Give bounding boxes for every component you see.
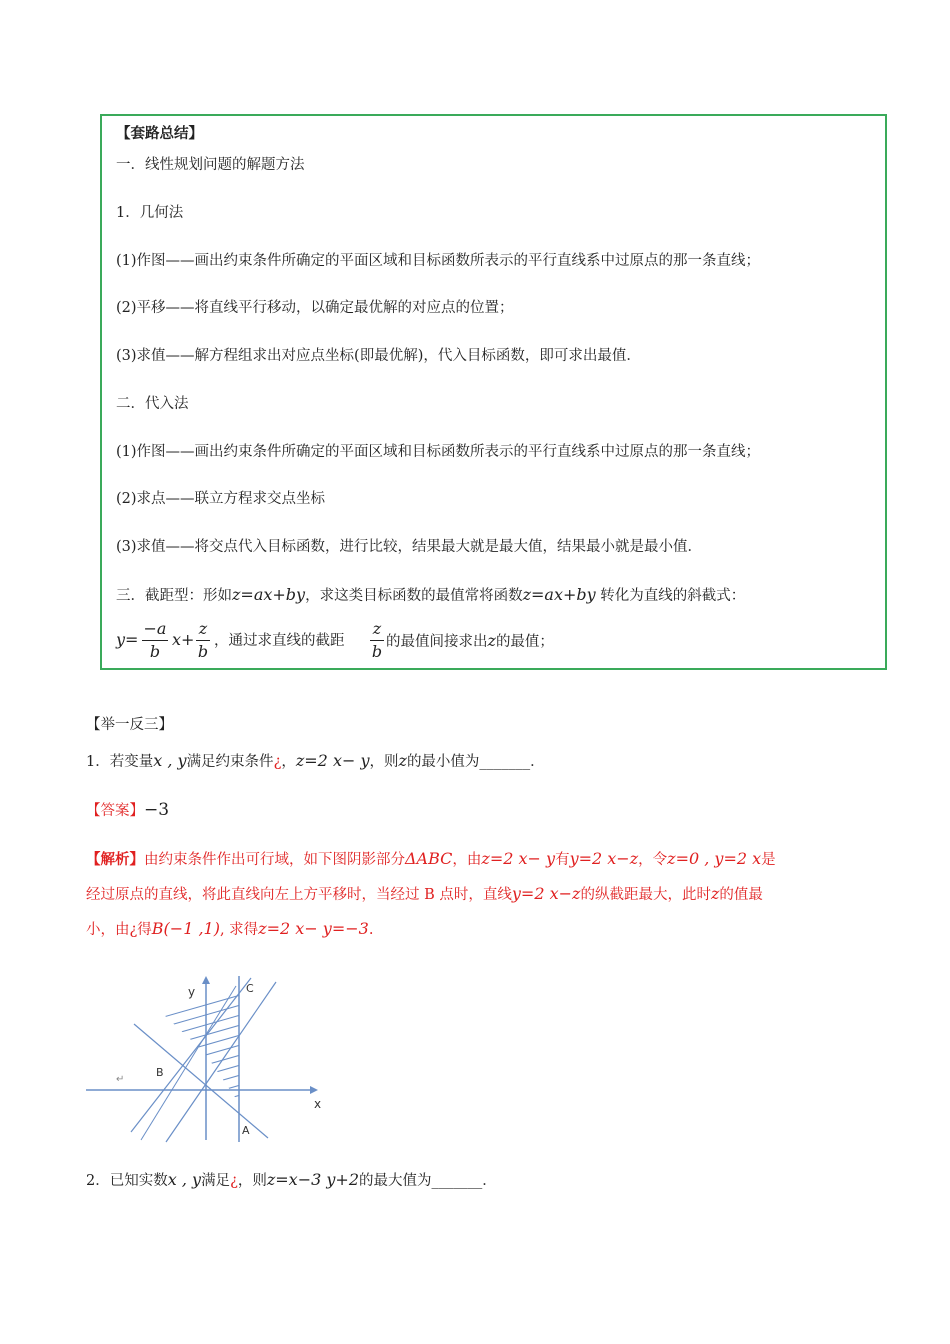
analysis-l3m2: B(−1 ,1) [151,919,220,938]
point-b-label: B [156,1066,164,1079]
analysis-l2a: 经过原点的直线，将此直线向左上方平移时，当经过 B 点时，直线 [86,887,512,903]
x-axis-arrow-icon [310,1086,318,1094]
line-parallel [141,986,236,1140]
examples-heading: 【举一反三】 [86,717,173,733]
section-3-math-2: z=ax+by [522,585,596,604]
analysis-l1m3: y=2 x−z [569,849,639,868]
formula-text-3: 的最值； [495,634,554,650]
section-1-step-1: (1)作图——画出约束条件所确定的平面区域和目标函数所表示的平行直线系中过原点的那一条直线； [116,253,761,269]
analysis-l3b: 得 [137,922,152,938]
fraction-3-denominator: b [371,642,383,661]
answer-label: 【答案】 [86,803,144,819]
section-2-heading: 二．代入法 [116,396,189,412]
q1-comma: ， [281,754,296,770]
analysis-line-2 [86,883,763,906]
formula-y: y= [116,630,139,649]
q1-placeholder: ¿ [273,754,282,770]
analysis-l2c: 的值最 [719,887,763,903]
q2-expr: z=x−3 y+2 [266,1170,359,1189]
analysis-l2m2: z [710,884,720,903]
question-1 [86,750,545,773]
section-3-math-1: z=ax+by [232,585,306,604]
q2-xy: x , y [167,1170,202,1189]
formula-text-2 [386,631,554,652]
q1-prefix: 1．若变量 [86,754,154,770]
section-3-line [116,585,745,606]
section-1-step-3: (3)求值——解方程组求出对应点坐标(即最优解)，代入目标函数，即可求出最值． [116,348,641,364]
section-1-heading: 一．线性规划问题的解题方法 [116,157,305,173]
section-3-text-a: 三．截距型：形如 [116,588,232,604]
q1-xy: x , y [153,751,187,770]
q1-z: z [398,751,407,770]
fraction-2-denominator: b [197,642,209,661]
analysis-l1a: 由约束条件作出可行域，如下图阴影部分 [144,852,405,868]
feasible-region-figure [86,972,336,1144]
formula-x-plus: x+ [172,630,195,649]
analysis-l3m3: z=2 x− y=−3 [258,919,369,938]
fraction-3-numerator: z [372,619,382,638]
line-y-2x [166,982,276,1142]
analysis-label: 【解析】 [86,851,144,868]
section-1-subheading: 1．几何法 [116,205,184,221]
section-2-step-2: (2)求点——联立方程求交点坐标 [116,491,326,507]
formula-z: z [487,631,496,650]
analysis-l3c: , 求得 [219,922,259,938]
q1-tail-1: ，则 [369,754,399,770]
q2-prefix: 2．已知实数 [86,1173,168,1189]
x-axis-label: x [314,1097,322,1111]
analysis-l1d: ，令 [638,852,668,868]
section-3-text-b: ，求这类目标函数的最值常将函数 [305,588,523,604]
analysis-l2m1: y=2 x−z [511,884,581,903]
analysis-l3a: 小，由 [86,922,130,938]
q2-tail-2: 的最大值为_______． [359,1173,497,1189]
answer-line [86,799,169,822]
fraction-z-over-b [196,619,210,662]
analysis-l1c: 有 [555,852,570,868]
analysis-l1e: 是 [761,852,776,868]
analysis-line-1 [86,848,776,871]
formula-text-2a: 的最值间接求出 [386,634,488,650]
q2-mid: 满足 [201,1173,231,1189]
point-a-label: A [242,1124,250,1137]
section-2-step-3: (3)求值——将交点代入目标函数，进行比较，结果最大就是最大值，结果最小就是最小值． [116,539,703,555]
analysis-l1m2: z=2 x− y [481,849,556,868]
analysis-l1m4: z=0 , y=2 x [667,849,762,868]
section-2-step-1: (1)作图——画出约束条件所确定的平面区域和目标函数所表示的平行直线系中过原点的那一条直线； [116,444,761,460]
analysis-l1m1: ΔABC [405,849,453,868]
line-lower [134,1024,268,1138]
y-axis-arrow-icon [202,976,210,984]
q1-expr: z=2 x− y [295,751,370,770]
q1-tail-2: 的最小值为_______． [406,754,545,770]
analysis-l1b: ，由 [452,852,482,868]
q1-mid: 满足约束条件 [186,754,274,770]
analysis-l3m1: ¿ [129,922,138,938]
point-c-label: C [246,982,254,995]
question-2 [86,1169,497,1192]
return-mark-icon: ↵ [116,1074,125,1085]
q2-tail-1: ，则 [237,1173,267,1189]
fraction-1-denominator: b [149,642,161,661]
analysis-line-3 [86,918,373,941]
fraction-intercept-z-over-b [370,619,384,662]
y-axis-label: y [188,985,196,999]
section-1-step-2: (2)平移——将直线平行移动，以确定最优解的对应点的位置； [116,300,514,316]
section-3-text-c: 转化为直线的斜截式： [595,588,746,604]
summary-title: 【套路总结】 [116,125,203,142]
fraction-1-numerator: −a [143,619,167,638]
analysis-l3d: . [368,922,374,938]
analysis-l2b: 的纵截距最大，此时 [580,887,711,903]
answer-value: −3 [144,800,170,820]
fraction-neg-a-over-b [142,619,168,662]
q2-placeholder: ¿ [230,1173,238,1189]
fraction-2-numerator: z [198,619,208,638]
formula-text-1: ，通过求直线的截距 [214,633,345,649]
